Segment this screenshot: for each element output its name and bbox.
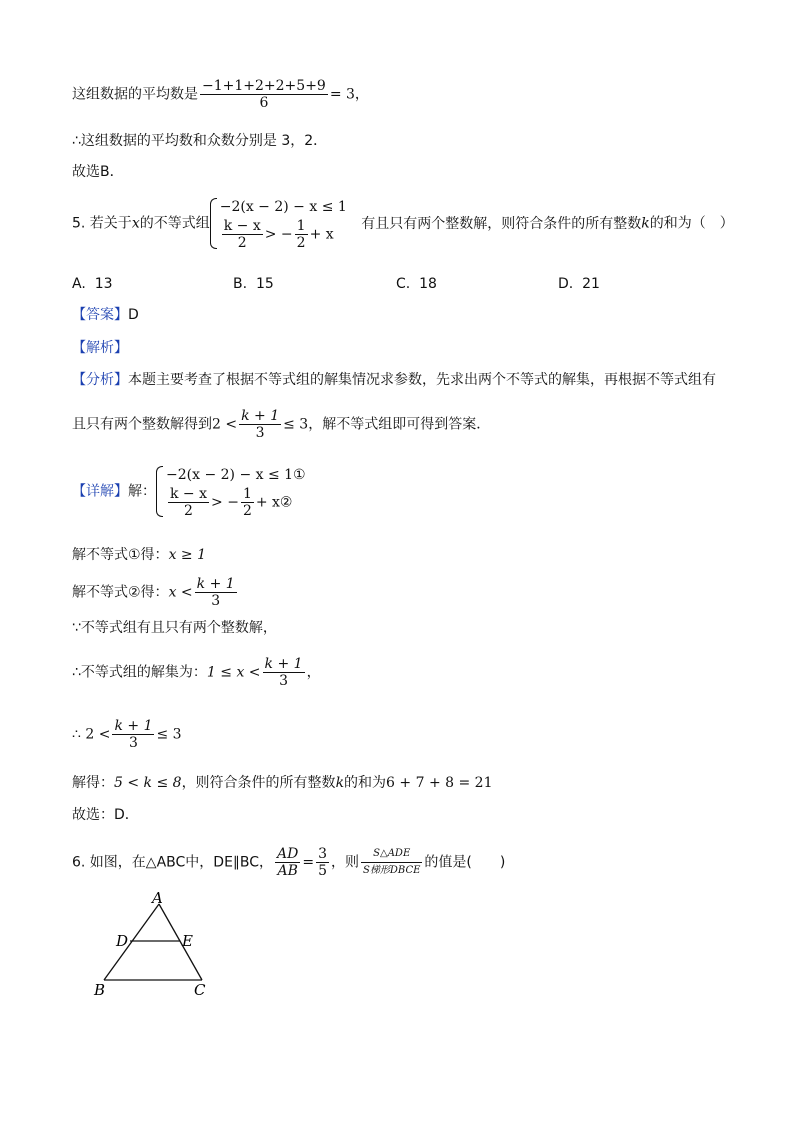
xiangjie-line: 【详解】解： −2(x − 2) − x ≤ 1① $\frac{k - x}{2}$ > − $\frac{1}{2}$ + x② [72,464,306,519]
inequality-system: −2(x − 2) − x ≤ 1 $\frac{k - x}{2}$ > − $\frac{1}{2}$ + x [210,196,347,251]
solve-6: 解得：5 < k ≤ 8，则符合条件的所有整数k的和为6 + 7 + 8 = 21 [72,775,493,791]
triangle-figure [88,888,228,1008]
conclusion-line: ∴这组数据的平均数和众数分别是 3，2． [72,133,328,149]
mean-fraction: $\frac{-1+1+2+2+5+9}{6}$ [202,78,326,111]
side-ab [104,904,159,980]
option-c[interactable]: C. 18 [396,276,437,292]
label-e: E [182,932,193,950]
side-ac [159,904,202,980]
analysis-tag: 【解析】 [72,340,128,356]
label-b: B [94,981,106,999]
option-a[interactable]: A. 13 [72,276,113,292]
mean-line: 这组数据的平均数是 $\frac{-1+1+2+2+5+9}{6}$ = 3， [72,78,369,111]
solve-3: ∵不等式组有且只有两个整数解， [72,620,277,636]
option-b[interactable]: B. 15 [233,276,274,292]
solve-2: 解不等式②得：x < $\frac{k + 1}{3}$ [72,576,235,609]
fenxi-line-2: 且只有两个整数解得到2 < $\frac{k + 1}{3}$ ≤ 3，解不等式组即可得到答案． [72,408,491,441]
solve-5: ∴ 2 < $\frac{k + 1}{3}$ ≤ 3 [72,718,182,751]
label-d: D [116,932,129,950]
solve-7: 故选：D． [72,807,139,823]
question-6: 6. 如图，在△ABC中，DE∥BC， $\frac{AD}{AB}$ = $\frac{3}{5}$ ，则 $\frac{\text{S△ADE}}{\text{S梯形DBCE}}$ 的值是( ) [72,846,506,879]
answer-line: 【答案】D [72,307,139,323]
solve-4: ∴不等式组的解集为：1 ≤ x < $\frac{k + 1}{3}$ ， [72,656,321,689]
label-a: A [152,889,163,907]
choose-b-line: 故选B． [72,164,124,180]
label-c: C [194,981,206,999]
fenxi-line-1: 【分析】本题主要考查了根据不等式组的解集情况求参数，先求出两个不等式的解集，再根据不等式组有 [72,372,716,388]
option-d[interactable]: D. 21 [558,276,600,292]
question-5: 5. 若关于x的不等式组 −2(x − 2) − x ≤ 1 $\frac{k - x}{2}$ > − $\frac{1}{2}$ + x 有且只有两个整数解，则符合条件的所有整数k的和为（ ） [72,196,734,251]
solve-1: 解不等式①得：x ≥ 1 [72,547,206,563]
inequality-system-2: −2(x − 2) − x ≤ 1① $\frac{k - x}{2}$ > − $\frac{1}{2}$ + x② [156,464,306,519]
